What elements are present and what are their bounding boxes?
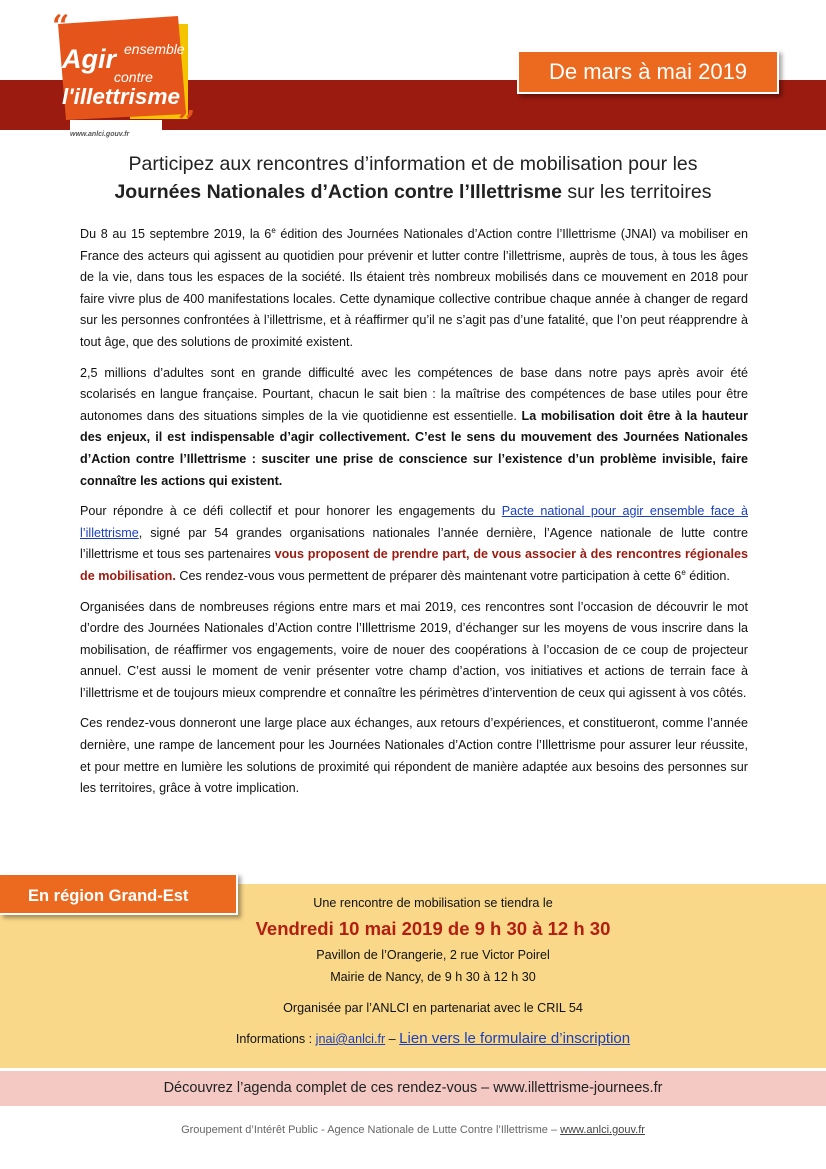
event-place-2: Mairie de Nancy, de 9 h 30 à 12 h 30 bbox=[330, 970, 536, 984]
p1-text-a: Du 8 au 15 septembre 2019, la 6 bbox=[80, 227, 272, 241]
paragraph-3 bbox=[80, 501, 748, 587]
info-label: Informations : bbox=[235, 1032, 316, 1046]
page-headline bbox=[80, 150, 746, 206]
svg-text:Agir: Agir bbox=[62, 44, 116, 74]
paragraph-4: Organisées dans de nombreuses régions entre mars et mai 2019, ces rencontres sont l’occasion de découvrir le mot d’ordre des Journées Nationales d’Action contre l’Illettrisme 2019, d’échanger sur les moyens de vous inscrire dans la mobilisation, de réaffirmer vos engagements, voire de nouer des coopérations à l’occasion de ce coup de projecteur annuel. C’est aussi le moment de venir présenter votre champ d’action, vos initiatives et actions de terrain face à l’illettrisme et de toujours mieux comprendre et connaître les périmètres d’intervention de ceux qui agissent à vos côtés. bbox=[80, 599, 748, 700]
event-date: Vendredi 10 mai 2019 de 9 h 30 à 12 h 30 bbox=[255, 918, 611, 939]
region-tab: En région Grand-Est bbox=[0, 873, 238, 915]
event-organizer: Organisée par l’ANLCI en partenariat avec le CRIL 54 bbox=[283, 1001, 583, 1015]
headline-line1: Participez aux rencontres d’information et de mobilisation pour les bbox=[128, 153, 698, 175]
agir-ensemble-logo bbox=[50, 14, 200, 139]
p3-text-d: édition. bbox=[685, 568, 730, 583]
event-place-1: Pavillon de l’Orangerie, 2 rue Victor Poirel bbox=[316, 948, 550, 962]
registration-form-link[interactable]: Lien vers le formulaire d’inscription bbox=[399, 1030, 631, 1047]
footer-link[interactable]: www.anlci.gouv.fr bbox=[560, 1124, 645, 1136]
svg-text:www.anlci.gouv.fr: www.anlci.gouv.fr bbox=[70, 131, 130, 138]
p3-text-c: Ces rendez-vous vous permettent de préparer dès maintenant votre participation à cette 6 bbox=[175, 568, 682, 583]
body-text bbox=[80, 224, 748, 809]
event-info bbox=[180, 1030, 686, 1047]
headline-line2-rest: sur les territoires bbox=[561, 181, 712, 203]
paragraph-5: Ces rendez-vous donneront une large place aux échanges, aux retours d’expériences, et constitueront, comme l’année dernière, une rampe de lancement pour les Journées Nationales d’Action contre l’Illettrisme pour assurer leur réussite, et pour mettre en lumière les solutions de proximité qui répondent de manière adaptée aux besoins des personnes sur les territoires, grâce à votre implication. bbox=[80, 716, 748, 796]
email-link[interactable]: jnai@anlci.fr bbox=[315, 1032, 386, 1046]
info-separator: – bbox=[385, 1032, 400, 1046]
p1-sup: e bbox=[271, 225, 276, 235]
event-intro: Une rencontre de mobilisation se tiendra le bbox=[313, 896, 553, 910]
headline-bold: Journées Nationales d’Action contre l’Illettrisme bbox=[114, 181, 562, 203]
svg-text:contre: contre bbox=[114, 69, 153, 85]
p3-text-a: Pour répondre à ce défi collectif et pour honorer les engagements du bbox=[80, 504, 502, 519]
page-footer bbox=[0, 1124, 826, 1136]
p3-text-b: , signé par 54 grandes organisations nationales l’année dernière, l’Agence nationale de lutte contre l’illettrisme et tous ses partenaires bbox=[80, 525, 748, 562]
svg-text:”: ” bbox=[178, 105, 196, 139]
svg-text:ensemble: ensemble bbox=[124, 41, 185, 57]
footer-text: Groupement d’Intérêt Public - Agence Nationale de Lutte Contre l’Illettrisme – bbox=[181, 1124, 561, 1136]
date-range-banner: De mars à mai 2019 bbox=[517, 50, 779, 94]
p1-text-b: édition des Journées Nationales d’Action contre l’Illettrisme (JNAI) va mobiliser en France des acteurs qui agissent au quotidien pour prévenir et lutter contre l’illettrisme, auprès de tous, à tous les âges de la vie, dans tous les espaces de la société. Ils étaient très nombreux mobilisés dans ce mouvement en 2018 pour faire vivre plus de 400 manifestations locales. Cette dynamique collective contribue chaque année à changer de regard sur les personnes confrontées à l’illettrisme, et à réaffirmer qu’il ne s’agit pas d’une fatalité, que l’on peut réapprendre à tout âge, que des solutions de proximité existent. bbox=[80, 227, 749, 349]
p3-sup: e bbox=[681, 567, 686, 577]
pacte-national-link[interactable]: Pacte national pour agir ensemble face à l’illettrisme bbox=[80, 504, 748, 540]
svg-text:“: “ bbox=[52, 14, 70, 44]
paragraph-2 bbox=[80, 363, 748, 493]
p3-red: vous proposent de prendre part, de vous associer à des rencontres régionales de mobilisation. bbox=[80, 547, 748, 583]
p2-text: 2,5 millions d’adultes sont en grande difficulté avec les compétences de base dans notre pays après avoir été scolarisés en langue française. Pourtant, chacun le sait bien : la maîtrise des compétences de base utiles pour être autonomes dans des situations simples de la vie quotidienne est essentielle. bbox=[80, 365, 748, 423]
paragraph-1 bbox=[80, 224, 748, 354]
p2-bold: La mobilisation doit être à la hauteur des enjeux, il est indispensable d’agir collectivement. C’est le sens du mouvement des Journées Nationales d’Action contre l’Illettrisme : susciter une prise de conscience sur l’existence d’un problème invisible, faire connaître les actions qui existent. bbox=[80, 408, 748, 488]
agenda-banner: Découvrez l’agenda complet de ces rendez-vous – www.illettrisme-journees.fr bbox=[0, 1071, 826, 1106]
svg-text:l'illettrisme: l'illettrisme bbox=[62, 84, 180, 109]
